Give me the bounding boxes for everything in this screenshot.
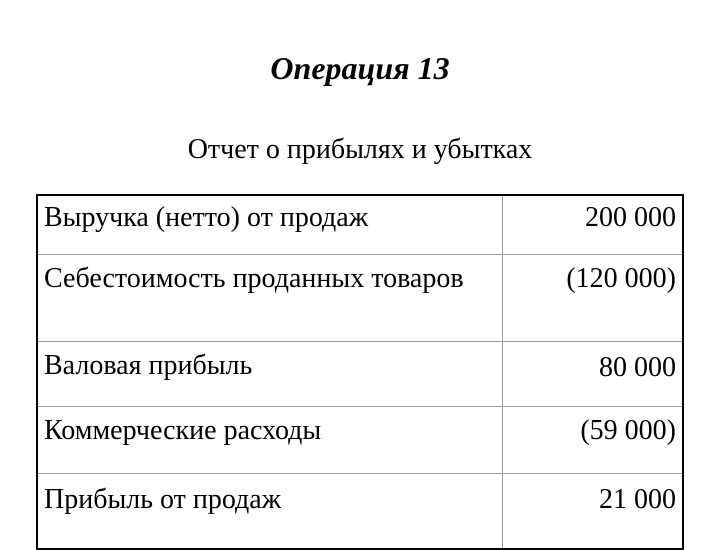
report-subtitle: Отчет о прибылях и убытках bbox=[187, 134, 533, 165]
operation-title: Операция 13 bbox=[270, 50, 450, 86]
row-label: Прибыль от продаж bbox=[37, 474, 503, 550]
table-row bbox=[37, 342, 683, 407]
table-row bbox=[37, 255, 683, 342]
row-value: 21 000 bbox=[599, 484, 676, 515]
row-value: (59 000) bbox=[503, 407, 684, 474]
row-label: Валовая прибыль bbox=[37, 342, 503, 407]
table-row bbox=[37, 195, 683, 255]
row-value: (120 000) bbox=[503, 255, 684, 342]
row-label: Коммерческие расходы bbox=[37, 407, 503, 474]
profit-loss-table bbox=[36, 194, 684, 550]
table-row bbox=[37, 407, 683, 474]
row-value: 200 000 bbox=[503, 195, 684, 255]
row-label: Выручка (нетто) от продаж bbox=[37, 195, 503, 255]
table-row bbox=[37, 474, 683, 550]
row-label: Себестоимость проданных товаров bbox=[37, 255, 503, 342]
row-value: 80 000 bbox=[503, 342, 684, 407]
